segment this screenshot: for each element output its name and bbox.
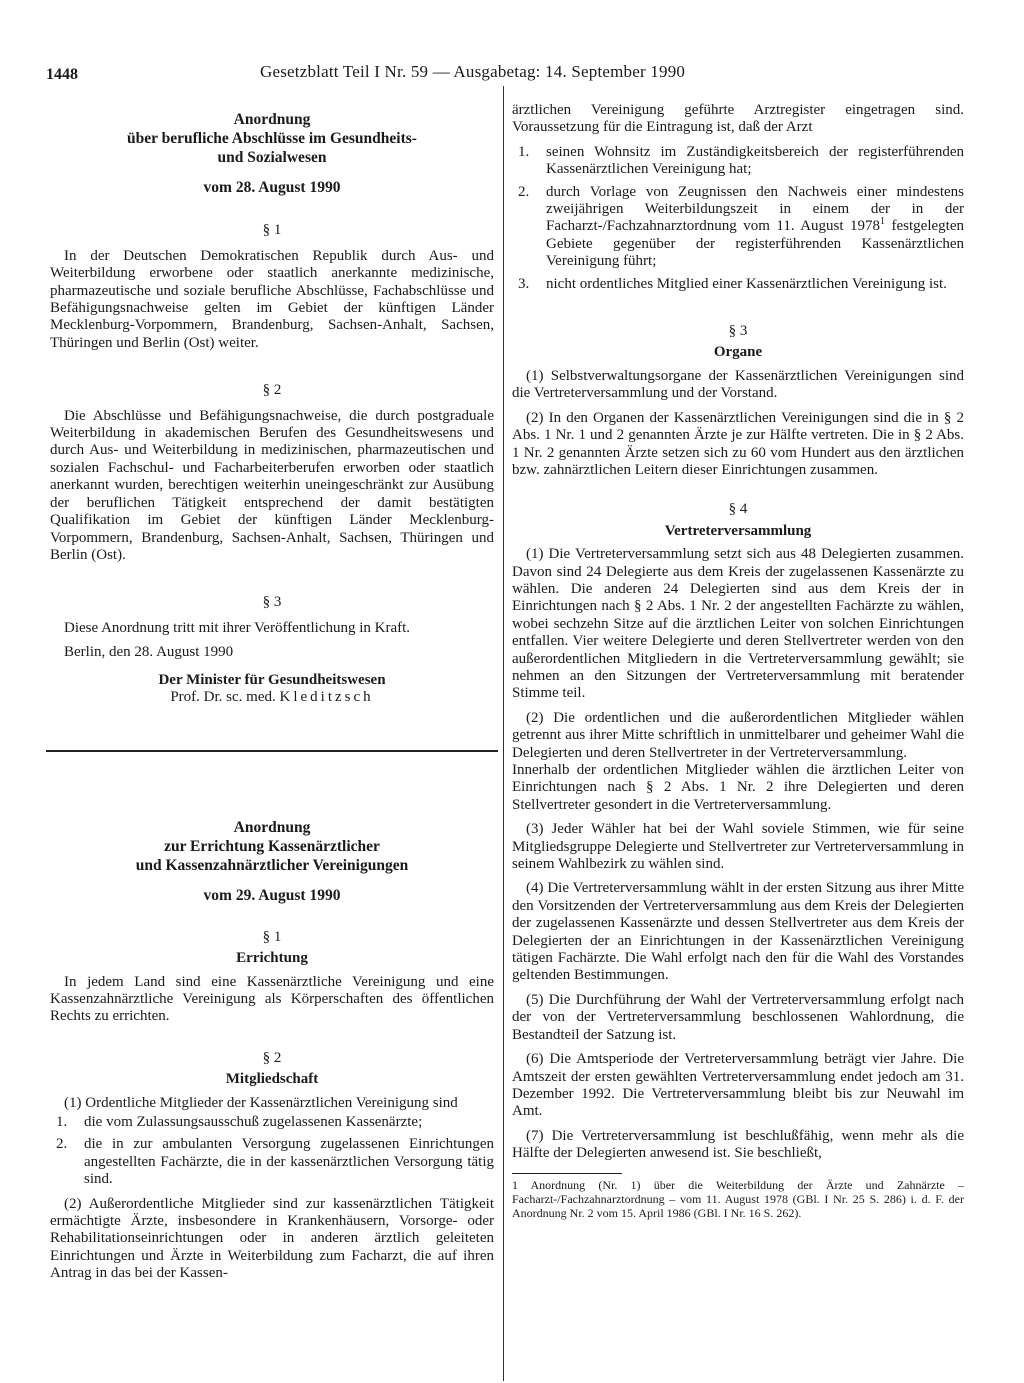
member-list [50, 1114, 494, 1189]
place-date: Berlin, den 28. August 1990 [64, 644, 234, 661]
section-heading: § 4 [728, 501, 748, 518]
section-title: Vertreterversammlung [664, 522, 812, 539]
list-item [512, 184, 964, 271]
section-text: (2) Außerordentliche Mitglieder sind zur kassenärztlichen Tätigkeit ermächtigte Ärzte, insbesondere in Krankenhäusern, Vorsorge- oder Rehabilitationseinrichtungen oder in anderen ärztlich geleiteten Einrichtungen und Ärzte in Weiterbildung zum Facharzt, die auf ihren Antrag in das bei der Kassen- [50, 1195, 494, 1282]
registration-list [512, 144, 964, 293]
ordinance1-title-line: Anordnung [233, 111, 311, 128]
signer [50, 689, 494, 706]
list-number: 1. [518, 143, 530, 160]
section-heading: § 2 [262, 1049, 282, 1066]
ordinance1-title-line: und Sozialwesen [217, 149, 327, 166]
right-column [512, 102, 964, 1220]
section-text: (5) Die Durchführung der Wahl der Vertreterversammlung erfolgt nach der von der Vertreterversammlung beschlossenen Wahlordnung, die Bestandteil der Satzung ist. [512, 991, 964, 1043]
section-text: (7) Die Vertreterversammlung ist beschlußfähig, wenn mehr als die Hälfte der Delegierten anwesend ist. Sie beschließt, [512, 1127, 964, 1162]
section-text: In jedem Land sind eine Kassenärztliche Vereinigung und eine Kassenzahnärztliche Vereinigung als Körperschaften des öffentlichen Rechts zu errichten. [50, 973, 494, 1025]
list-number: 3. [518, 275, 530, 292]
ordinance1-title [50, 110, 494, 167]
ordinance1-title-line: über berufliche Abschlüsse im Gesundheits- [127, 130, 417, 147]
section-text: Innerhalb der ordentlichen Mitglieder wählen die ärztlichen Leiter von Einrichtungen nach § 2 Abs. 1 Nr. 2 ihre Delegierten und deren Stellvertreter gesondert in die Vertreterversammlung. [512, 762, 964, 813]
list-item [512, 144, 964, 179]
section-text: ärztlichen Vereinigung geführte Arztregister eingetragen sind. Voraussetzung für die Eintragung ist, daß der Arzt [512, 102, 964, 136]
running-head: Gesetzblatt Teil I Nr. 59 — Ausgabetag: 14. September 1990 [260, 62, 686, 81]
ordinance2-title-line: und Kassenzahnärztlicher Vereinigungen [135, 857, 409, 875]
section-text: (1) Ordentliche Mitglieder der Kassenärztlichen Vereinigung sind [64, 1094, 458, 1111]
section-text: (1) Selbstverwaltungsorgane der Kassenärztlichen Vereinigungen sind die Vertreterversammlung und der Vorstand. [512, 367, 964, 402]
list-number: 2. [518, 183, 530, 200]
column-divider [503, 86, 504, 1381]
section-text: (4) Die Vertreterversammlung wählt in der ersten Sitzung aus ihrer Mitte den Vorsitzenden der Vertreterversammlung aus dem Kreis der Delegierten der zugelassenen Kassenärzte und dessen Stellvertreter aus dem Kreis der Delegierten der an Einrichtungen in der Kassenärztlichen Vereinigung tätigen Fachärzte. Die Wahl erfolgt nach den für die Wahl des Vorstandes geltenden Bestimmungen. [512, 880, 964, 984]
signer-name: Kleditzsch [279, 688, 374, 705]
left-column [50, 102, 494, 1290]
section-title: Organe [713, 344, 763, 361]
ordinance2-title-line: zur Errichtung Kassenärztlicher [164, 838, 380, 856]
signer-prefix: Prof. Dr. sc. med. [170, 688, 276, 705]
ordinance2-title-line: Anordnung [233, 819, 311, 837]
list-text: die in zur ambulanten Versorgung zugelassenen Einrichtungen angestellten Fachärzte, die in der kassenärztlichen Versorgung tätig sind. [84, 1136, 494, 1188]
footnote-marker: 1 [880, 216, 886, 228]
section-heading: § 1 [262, 928, 282, 945]
section-heading: § 3 [728, 323, 748, 340]
signer-organization: Der Minister für Gesundheitswesen [158, 671, 386, 688]
section-text: (3) Jeder Wähler hat bei der Wahl soviele Stimmen, wie für seine Mitgliedsgruppe Delegierte und Stellvertreter zur Vertreterversammlung in seinem Wahlbezirk zu wählen sind. [512, 821, 964, 873]
section-text: (2) In den Organen der Kassenärztlichen Vereinigungen sind die in § 2 Abs. 1 Nr. 1 und 2 genannten Ärzte je zur Hälfte vertreten. Die in § 2 Abs. 1 Nr. 2 genannten Ärzte setzen sich zu 60 vom Hundert aus den ärztlichen bzw. zahnärztlichen Leitern dieser Einrichtungen zusammen. [512, 409, 964, 478]
section-text: (2) Die ordentlichen und die außerordentlichen Mitglieder wählen getrennt aus ihrer Mitte schriftlich in unmittelbarer und geheimer Wahl die Delegierten und deren Stellvertreter in der Vertreterversammlung. [512, 709, 964, 761]
section-text: In der Deutschen Demokratischen Republik durch Aus- und Weiterbildung erworbene oder staatlich anerkannte medizinische, pharmazeutische und soziale berufliche Abschlüsse, Fachabschlüsse und Befähigungsnachweise gelten im Gebiet der künftigen Länder Mecklenburg-Vorpommern, Brandenburg, Sachsen-Anhalt, Sachsen, Thüringen und Berlin (Ost) weiter. [50, 247, 494, 351]
list-text: die vom Zulassungsausschuß zugelassenen Kassenärzte; [84, 1114, 423, 1130]
list-number: 1. [56, 1114, 68, 1130]
section-heading: § 1 [262, 222, 282, 239]
list-number: 2. [56, 1136, 68, 1153]
section-text: Die Abschlüsse und Befähigungsnachweise, die durch postgraduale Weiterbildung in akademischen Berufen des Gesundheitswesens und durch Aus- und Weiterbildung in medizinischen, pharmazeutischen und sozialen Fachschul- und Facharbeiterberufen erworben oder staatlich anerkannt wurden, berechtigen weiterhin uneingeschränkt zur Ausübung der beruflichen Tätigkeit entsprechend der damit bestätigten Qualifikation im Gebiet der künftigen Länder Mecklenburg-Vorpommern, Brandenburg, Sachsen-Anhalt, Sachsen, Thüringen und Berlin (Ost). [50, 407, 494, 563]
separator-rule [46, 750, 498, 752]
section-text: (1) Die Vertreterversammlung setzt sich aus 48 Delegierten zusammen. Davon sind 24 Delegierte aus dem Kreis der zugelassenen Kassenärzte zu wählen. Die anderen 24 Delegierten sind aus dem Kreis der in Einrichtungen nach § 2 Abs. 1 Nr. 2 der angestellten Fachärzte zu wählen, wobei sechzehn Sitze auf die ärztlichen Leiter von solchen Einrichtungen entfallen. Vier weitere Delegierte und deren Stellvertreter werden von den außerordentlichen Mitgliedern in die Vertreterversammlung gewählt; sie nehmen an den Sitzungen der Vertreterversammlung mit beratender Stimme teil. [512, 546, 964, 702]
list-item [50, 1136, 494, 1188]
list-item [50, 1114, 494, 1131]
footnote-rule [512, 1173, 622, 1174]
section-heading: § 2 [262, 382, 282, 399]
list-text: nicht ordentliches Mitglied einer Kassenärztlichen Vereinigung ist. [546, 275, 947, 292]
page-number: 1448 [46, 66, 78, 83]
section-title: Mitgliedschaft [225, 1071, 319, 1088]
section-title: Errichtung [236, 950, 308, 967]
ordinance1-date: vom 28. August 1990 [203, 179, 341, 196]
list-text [546, 184, 964, 271]
list-text-part: durch Vorlage von Zeugnissen den Nachweis einer mindestens zweijährigen Weiterbildungszeit in einem der in der Facharzt-/Fachzahnarztordnung vom 11. August 1978 [546, 183, 964, 235]
footnote: 1 Anordnung (Nr. 1) über die Weiterbildung der Ärzte und Zahnärzte – Facharzt-/Fachzahnarztordnung – vom 11. August 1978 (GBl. I Nr. 25 S. 286) i. d. F. der Anordnung Nr. 2 vom 15. April 1986 (GBl. I Nr. 16 S. 262). [512, 1177, 964, 1220]
list-item [512, 276, 964, 293]
section-heading: § 3 [262, 594, 282, 611]
section-text: Diese Anordnung tritt mit ihrer Veröffentlichung in Kraft. [64, 619, 411, 636]
section-text: (6) Die Amtsperiode der Vertreterversammlung beträgt vier Jahre. Die Amtszeit der ersten gewählten Vertreterversammlung endet jedoch am 31. Dezember 1992. Die Vertreterversammlung bleibt bis zur Neuwahl im Amt. [512, 1051, 964, 1120]
list-text: seinen Wohnsitz im Zuständigkeitsbereich der registerführenden Kassenärztlichen Vereinigung hat; [546, 143, 964, 178]
ordinance2-date: vom 29. August 1990 [203, 887, 341, 905]
list-text-part: festgelegten Gebiete gegenüber der registerführenden Kassenärztlichen Vereinigung führt; [546, 218, 964, 270]
ordinance2-title [50, 818, 494, 875]
